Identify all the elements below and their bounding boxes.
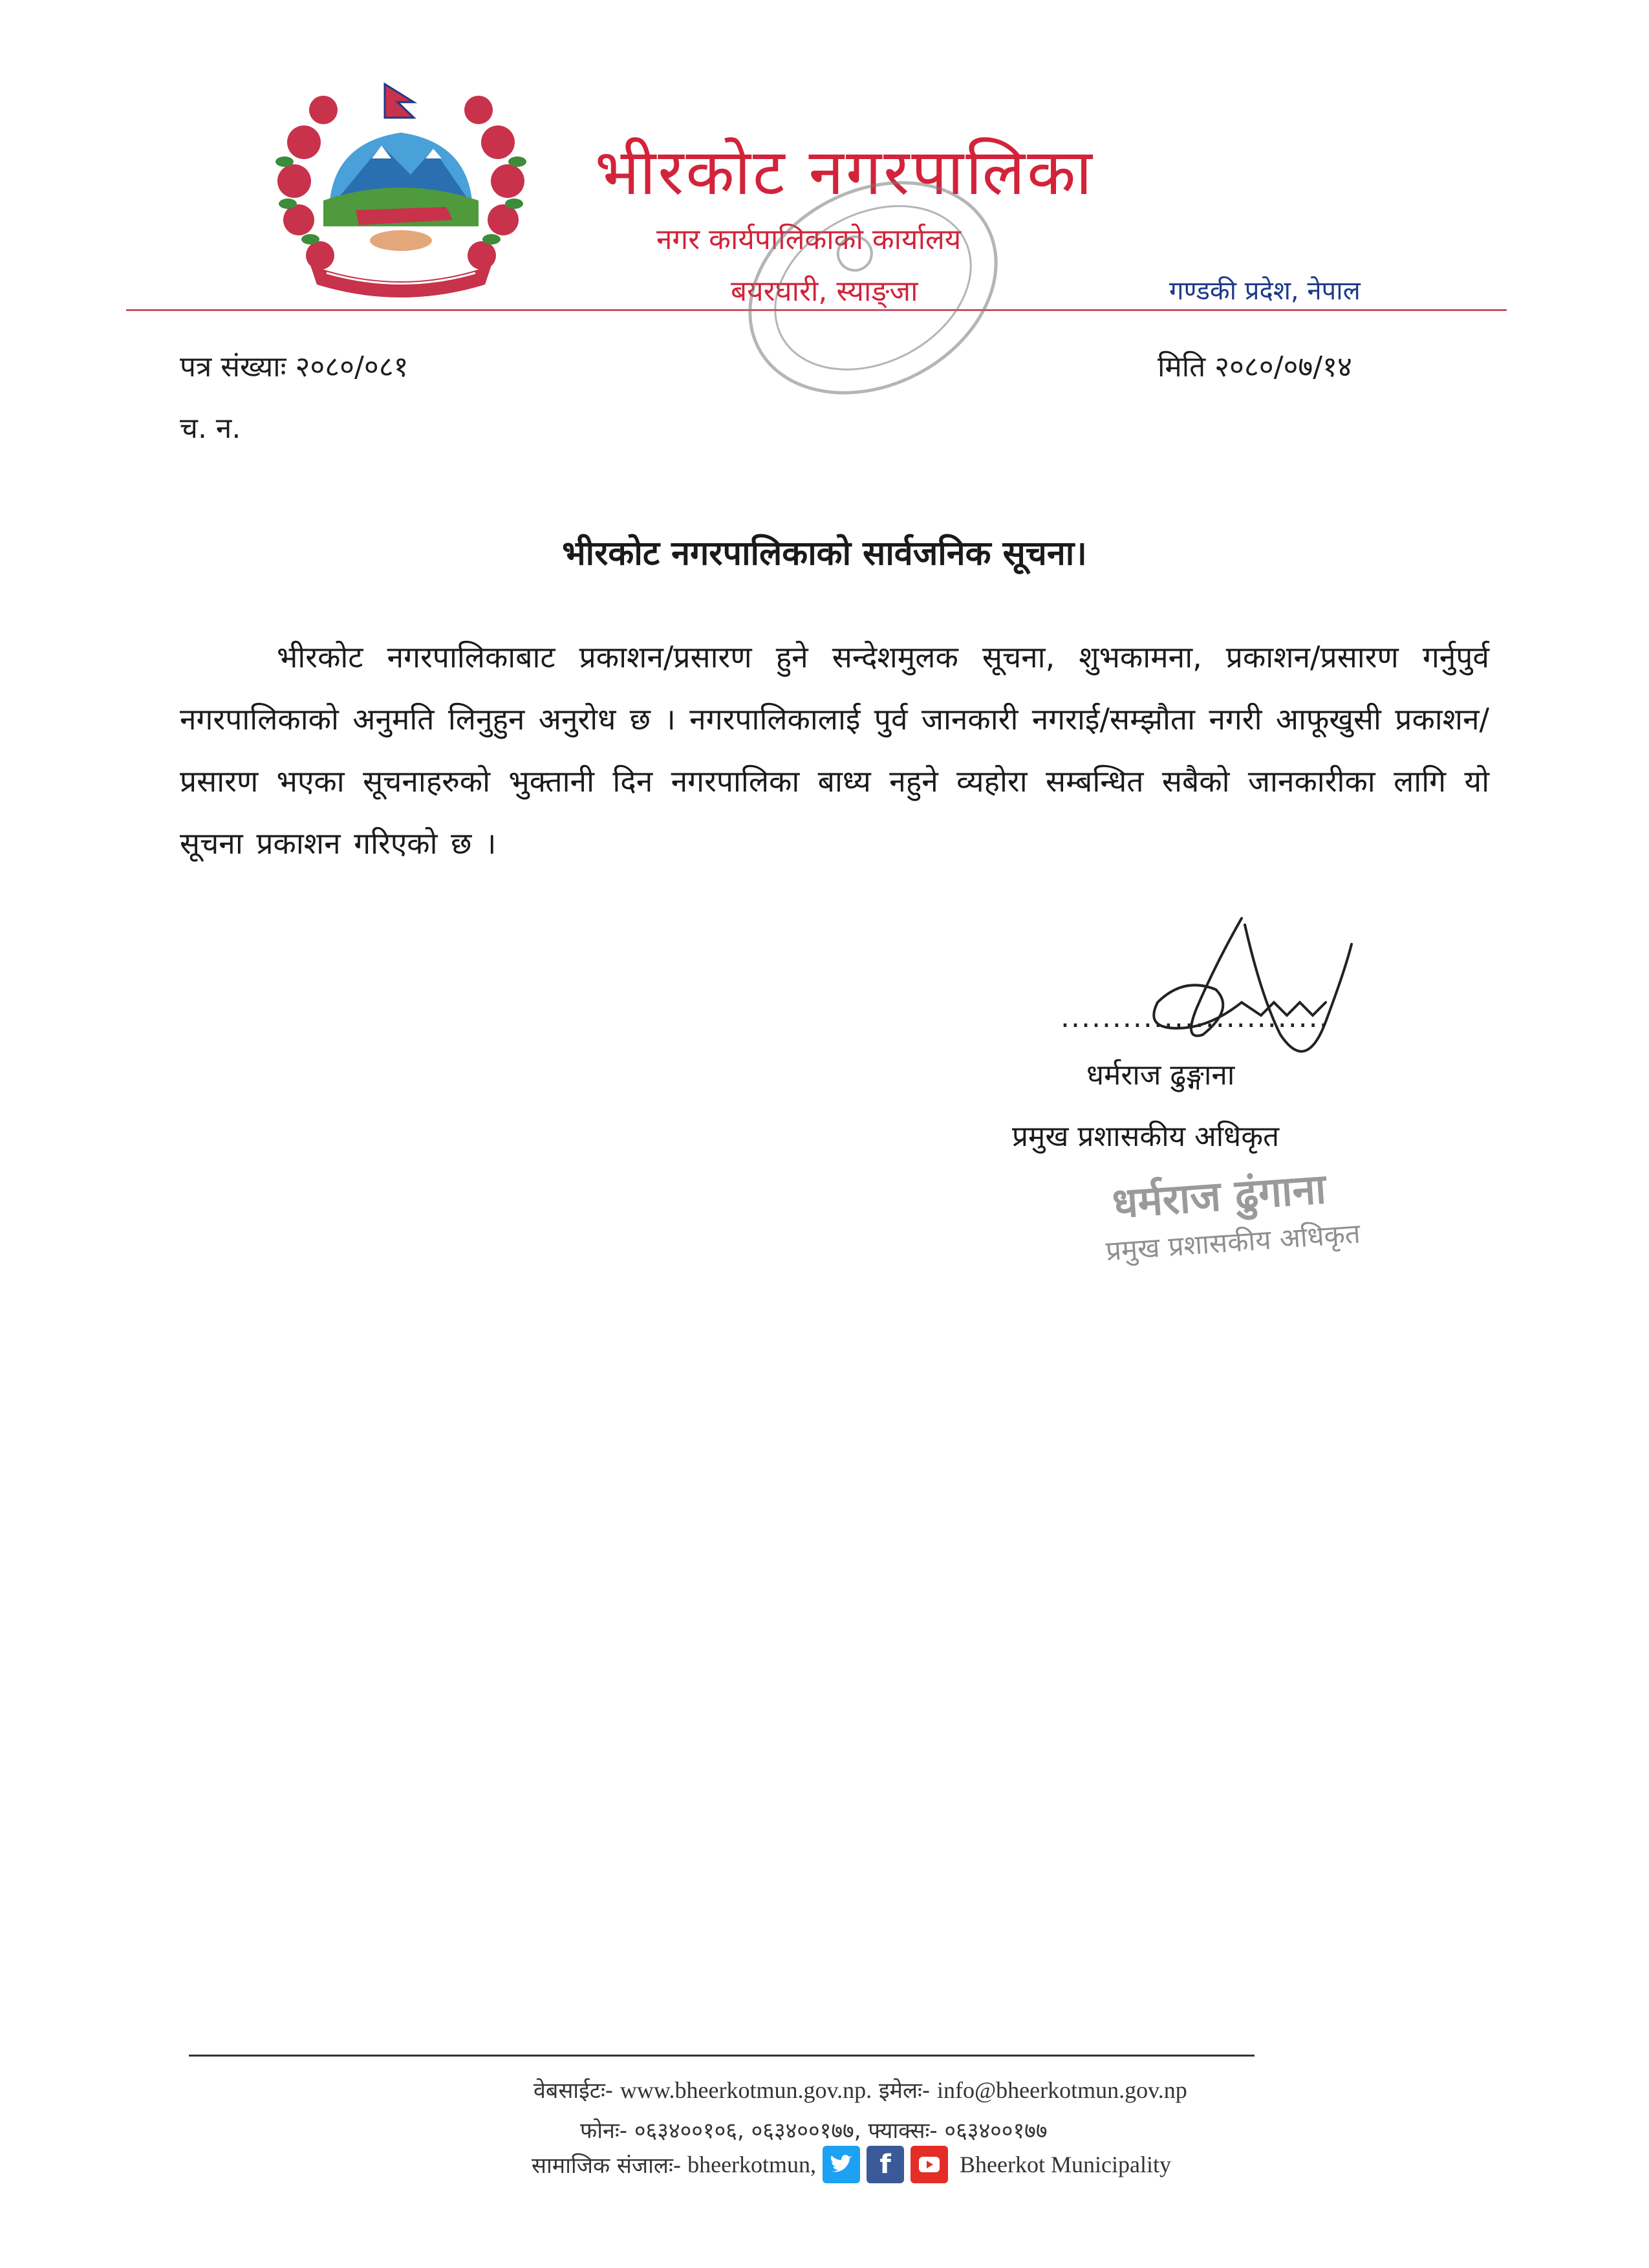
footer-divider (189, 2055, 1255, 2057)
phone-label: फोनः- (580, 2118, 628, 2144)
notice-subject: भीरकोट नगरपालिकाको सार्वजनिक सूचना। (562, 534, 1087, 573)
province-label: गण्डकी प्रदेश, नेपाल (1169, 276, 1361, 306)
youtube-icon[interactable] (911, 2146, 948, 2183)
website-label: वेबसाईटः- (534, 2078, 614, 2104)
facebook-icon[interactable]: f (867, 2146, 904, 2183)
twitter-icon[interactable] (823, 2146, 860, 2183)
fax-label: फ्याक्सः- (868, 2118, 938, 2144)
social-handle: bheerkotmun, (687, 2152, 817, 2177)
email-label: इमेलः- (878, 2078, 931, 2104)
letter-number: पत्र संख्याः २०८०/०८१ (180, 351, 409, 383)
social-label: सामाजिक संजालः- (532, 2153, 682, 2179)
notice-body: भीरकोट नगरपालिकाबाट प्रकाशन/प्रसारण हुने सन्देशमुलक सूचना, शुभकामना, प्रकाशन/प्रसारण गर्नुपुर्व नगरपालिकाको अनुमति लिनुहुन अनुरोध छ । नगरपालिकालाई पुर्व जानकारी नगराई/सम्झौता नगरी आफूखुसी प्रकाशन/प्रसारण भएका सूचनाहरुको भुक्तानी दिन नगरपालिका बाध्य नहुने व्यहोरा सम्बन्धित सबैको जानकारीका लागि यो सूचना प्रकाशन गरिएको छ । (180, 640, 1489, 861)
website-link[interactable]: www.bheerkotmun.gov.np. (620, 2077, 872, 2103)
email-link[interactable]: info@bheerkotmun.gov.np (937, 2077, 1187, 2103)
coat-of-arms-icon (259, 71, 543, 317)
municipality-name: भीरकोट नगरपालिका (595, 136, 1094, 210)
signer-title: प्रमुख प्रशासकीय अधिकृत (1012, 1120, 1280, 1153)
signer-name: धर्मराज ढुङ्गाना (1086, 1059, 1235, 1092)
fax-number: ०६३४००१७७ (944, 2118, 1048, 2144)
municipality-english-name: Bheerkot Municipality (960, 2152, 1171, 2177)
title-stamp: प्रमुख प्रशासकीय अधिकृत (1105, 1217, 1362, 1267)
footer-contact-web (534, 2075, 1187, 2104)
dispatch-number: च. न. (180, 412, 241, 445)
letter-date: मिति २०८०/०७/१४ (1158, 351, 1352, 383)
signature-line: .......................... (1061, 1001, 1330, 1034)
name-stamp: धर्मराज ढुंगाना (1110, 1165, 1328, 1228)
footer-social (532, 2146, 1171, 2183)
phone-numbers: ०६३४००१०६, ०६३४००१७७, (634, 2118, 861, 2144)
footer-contact-phone (580, 2115, 1048, 2144)
office-seal-icon (721, 171, 1025, 404)
office-name: नगर कार्यपालिकाको कार्यालय (656, 223, 962, 256)
office-address: बयरघारी, स्याङ्जा (731, 275, 918, 308)
